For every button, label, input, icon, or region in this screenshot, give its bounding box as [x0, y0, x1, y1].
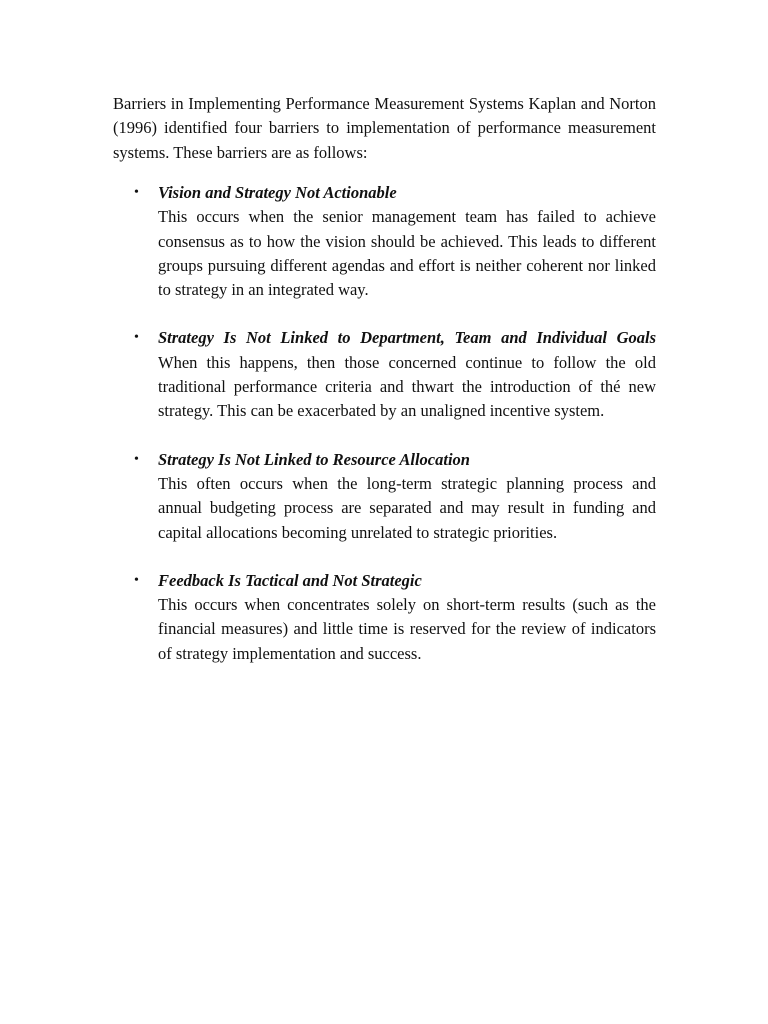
barrier-item-feedback [113, 569, 656, 666]
bullet-icon: • [134, 330, 139, 346]
barrier-item-goals [113, 326, 656, 423]
bullet-icon: • [134, 572, 139, 588]
barrier-item-resource-allocation [113, 448, 656, 545]
barrier-item-vision-strategy [113, 181, 656, 302]
bullet-icon: • [134, 451, 139, 467]
barrier-description: This occurs when the senior management team has failed to achieve consensus as to how the vision should be achieved. This leads to different groups pursuing different agendas and effort is neither coherent nor linked to strategy in an integrated way. [158, 207, 656, 300]
intro-paragraph: Barriers in Implementing Performance Measurement Systems Kaplan and Norton (1996) identified four barriers to implementation of performance measurement systems. These barriers are as follows: [113, 94, 656, 162]
barrier-title: Vision and Strategy Not Actionable [158, 183, 397, 202]
barrier-title: Feedback Is Tactical and Not Strategic [158, 570, 422, 590]
barrier-description: When this happens, then those concerned continue to follow the old traditional performance criteria and thwart the introduction of thé new strategy. This can be exacerbated by an unaligned incentive system. [158, 352, 656, 421]
barrier-title: Strategy Is Not Linked to Department, Team and Individual Goals [158, 328, 656, 348]
barrier-description: This occurs when concentrates solely on short-term results (such as the financial measures) and little time is reserved for the review of indicators of strategy implementation and success. [158, 595, 656, 663]
barrier-title: Strategy Is Not Linked to Resource Allocation [158, 449, 470, 469]
barrier-description: This often occurs when the long-term strategic planning process and annual budgeting process are separated and may result in funding and capital allocations becoming unrelated to strategic priorities. [158, 473, 656, 542]
bullet-icon: • [134, 185, 139, 200]
barrier-list [113, 181, 656, 690]
